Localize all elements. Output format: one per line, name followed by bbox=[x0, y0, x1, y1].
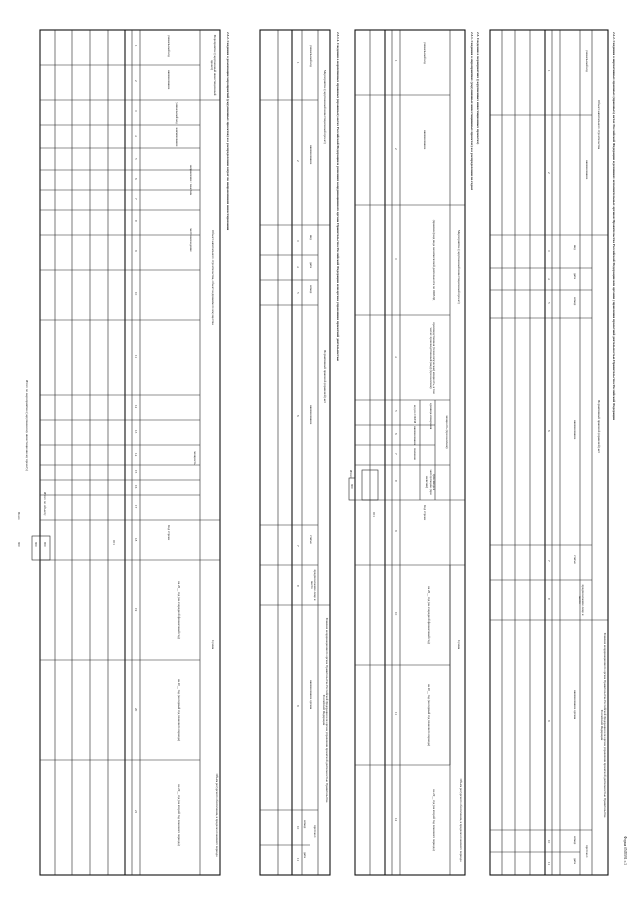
s1-col-dec-name: наименование органа bbox=[573, 690, 577, 720]
section-3-title: 2.3.1.1. Сведения о нормативных правовых (правовых) актах Российской Федерации и решениях координационного органа Правительства Российской Федерации или органа управления проектной деятельностью bbox=[336, 32, 340, 362]
section-2-1-title: 2.3.1. Сведения о мероприятиях (укрупненных инвестиционных проектах) и о распределении по годам bbox=[470, 32, 474, 190]
s4-num-3: 3 bbox=[134, 110, 138, 112]
s2-num-11: 11 bbox=[394, 712, 398, 716]
s4-num-1: 1 bbox=[134, 45, 138, 47]
s3-col-act: Нормативный правовой (правовой) акт bbox=[323, 350, 327, 403]
s4-col-y2: на 20__ год (на первый год планового периода) bbox=[177, 678, 181, 742]
s3-col-provision: предполагаемое лицо и место bbox=[309, 569, 317, 601]
s1-num-5: 5 bbox=[547, 302, 551, 304]
s2-num-8: 8 bbox=[394, 480, 398, 482]
s1-col-date: дата bbox=[573, 273, 577, 279]
s4-num-7: 7 bbox=[134, 198, 138, 200]
s4-col-object: Объект капитального строительства, объект недвижимого имущества bbox=[211, 230, 215, 325]
s1-col-name: наименование bbox=[585, 160, 589, 180]
s1-col-decision: Решение координационного органа Правительства Российской Федерации или органа управления проектной деятельностью Правительства Российской Федерации bbox=[599, 632, 607, 818]
s4-num-16: 16 bbox=[134, 485, 138, 489]
s4-num-20: 20 bbox=[134, 708, 138, 712]
s4-col-u2: уникальный код bbox=[175, 102, 179, 124]
s2-total-code: 900 bbox=[350, 484, 354, 489]
s4-col-y3: на 20__ год (на второй год планового периода) bbox=[177, 784, 181, 846]
s4-col-n2: наименование bbox=[175, 127, 179, 147]
s1-num-10: 10 bbox=[547, 840, 551, 844]
s1-num-11: 11 bbox=[547, 862, 551, 866]
s2-col-sums: Сумма bbox=[457, 640, 461, 650]
s2-total-label: Итого bbox=[349, 470, 353, 479]
s2-num-2: 2 bbox=[394, 148, 398, 150]
s3-col-num: номер bbox=[309, 285, 313, 294]
s1-num-8: 8 bbox=[547, 598, 551, 600]
s3-col-p-date: дата bbox=[303, 852, 307, 858]
s2-num-5: 5 bbox=[394, 410, 398, 412]
s2-col-uname: наименование bbox=[413, 426, 417, 446]
s4-col-name: наименование bbox=[167, 70, 171, 90]
s3-num-3: 3 bbox=[296, 240, 300, 242]
s1-col-unique: уникальный код bbox=[585, 50, 589, 72]
s3-num-7: 7 bbox=[296, 545, 300, 547]
s4-num-17: 17 bbox=[134, 505, 138, 509]
s2-num-10: 10 bbox=[394, 612, 398, 616]
s1-col-num: номер bbox=[573, 297, 577, 306]
s1-num-3: 3 bbox=[547, 250, 551, 252]
s2-col-power: мощность (при наличии) bbox=[445, 415, 449, 449]
s4-total-all: Всего bbox=[17, 512, 21, 520]
s2-num-9: 9 bbox=[394, 530, 398, 532]
section-2-title: 2.3. Сведения о мероприятиях (укрупненных инвестиционных проектах) bbox=[476, 32, 480, 145]
s2-num-1: 1 bbox=[394, 60, 398, 62]
s4-col-line: Код строки bbox=[167, 525, 171, 541]
s1-col-provision: предполагаемое лицо и место bbox=[577, 584, 585, 616]
s4-num-12: 12 bbox=[134, 405, 138, 409]
s3-col-date: дата bbox=[309, 262, 313, 268]
section-4-title: 2.3.2. Сведения о реализации мероприятий (укрупненных проектов) и о распределении затрат по направлениям инвестирования bbox=[226, 32, 230, 231]
s1-col-p-num: номер bbox=[573, 836, 577, 845]
s4-num-11: 11 bbox=[134, 355, 138, 359]
s2-col-y3: на 20__ год (на второй год планового периода) bbox=[432, 789, 436, 851]
s4-total-obj: Итого по объекту bbox=[43, 492, 47, 516]
s1-num-4: 4 bbox=[547, 278, 551, 280]
s2-num-3: 3 bbox=[394, 258, 398, 260]
s4-num-6: 6 bbox=[134, 178, 138, 180]
s4-total-code-1: 800 bbox=[43, 542, 47, 547]
s4-col-address: местонахождение bbox=[189, 228, 193, 252]
s3-col-p-num: номер bbox=[303, 820, 307, 829]
s4-total-code-2: 900 bbox=[34, 542, 38, 547]
s3-num-2: 2 bbox=[296, 160, 300, 162]
s2-num-7: 7 bbox=[394, 453, 398, 455]
s3-num-11: 11 bbox=[296, 858, 300, 862]
s1-num-6: 6 bbox=[547, 430, 551, 432]
s3-col-protocol: протокол bbox=[313, 825, 317, 838]
s2-col-unique: уникальный код bbox=[423, 42, 427, 64]
s1-col-act: Нормативный правовой (правовой) акт bbox=[597, 400, 601, 453]
s1-col-p-date: дата bbox=[573, 858, 577, 864]
s3-num-5: 5 bbox=[296, 292, 300, 294]
form-code: Форма 0505591 с.3 bbox=[623, 836, 627, 865]
s3-col-name: наименование bbox=[309, 145, 313, 165]
s3-col-article: статья bbox=[309, 535, 313, 544]
s4-col-sums: Сумма bbox=[211, 640, 215, 650]
s4-num-4: 4 bbox=[134, 135, 138, 137]
s2-col-capacity: производственная (технологическая) мощность, в том числе: производственный (вид) (при наличии) bbox=[428, 322, 436, 394]
s4-col-event: Мероприятие (укрупненный инвестиционный проект) bbox=[209, 34, 217, 96]
s3-num-1: 1 bbox=[296, 62, 300, 64]
s4-num-19: 19 bbox=[134, 608, 138, 612]
s2-col-code: код по ОКЕИ bbox=[413, 405, 417, 424]
s3-num-4: 4 bbox=[296, 266, 300, 268]
s3-col-dec-name: наименование органа bbox=[309, 680, 313, 710]
s2-col-okved: (правовое) вид вида экономической деятельности по ОКВЭД bbox=[432, 219, 436, 301]
s2-num-4: 4 bbox=[394, 356, 398, 358]
s2-col-term: срок ввода в эксплуатацию (при наличии) bbox=[425, 469, 436, 495]
s4-line-code: 001 bbox=[112, 540, 116, 545]
s2-line-code: 001 bbox=[372, 512, 376, 517]
s4-col-capacity2: мощность bbox=[193, 451, 197, 465]
s1-col-protocol: протокол bbox=[585, 845, 589, 858]
s3-col-decision: Решение координационного органа Правительства Российской Федерации или органа управления проектной деятельностью Правительства Российской Федерации bbox=[321, 617, 329, 803]
s4-col-total: Объем ресурсного обеспечения, в пределах планового периода bbox=[215, 773, 219, 857]
s2-col-y2: на 20__ год (на первый год планового периода) bbox=[427, 683, 431, 747]
s2-col-name: наименование bbox=[423, 130, 427, 150]
s1-col-object: Объект капитального строительства bbox=[597, 100, 601, 150]
s1-col-type: вид bbox=[573, 245, 577, 250]
s3-num-9: 9 bbox=[296, 705, 300, 707]
s3-num-8: 8 bbox=[296, 585, 300, 587]
s2-col-value: значение bbox=[413, 448, 417, 461]
s4-col-unique: уникальный код bbox=[167, 35, 171, 57]
s2-col-event: Мероприятие (укрупненный инвестиционный проект) bbox=[457, 230, 461, 304]
s4-num-5: 5 bbox=[134, 158, 138, 160]
s4-num-8: 8 bbox=[134, 220, 138, 222]
s4-num-10: 10 bbox=[134, 292, 138, 296]
s4-col-appoint: направление / заказчик bbox=[189, 164, 193, 196]
s4-col-y1: на 20__ год (на очередной финансовый год) bbox=[177, 581, 181, 639]
s1-col-act-name: наименование bbox=[573, 420, 577, 440]
s4-total-code-3: 900 bbox=[17, 542, 21, 547]
s3-col-type: вид bbox=[309, 235, 313, 240]
s1-col-article: статья bbox=[573, 555, 577, 564]
s4-num-2: 2 bbox=[134, 80, 138, 82]
s4-num-14: 14 bbox=[134, 453, 138, 457]
s3-col-unique: уникальный код bbox=[309, 45, 313, 67]
s4-num-15: 15 bbox=[134, 470, 138, 474]
s2-col-unit: единица измерения bbox=[429, 403, 433, 430]
s4-total-event: Итого по мероприятию (укрупненному инвестиционному проекту) bbox=[25, 380, 29, 471]
s2-num-6: 6 bbox=[394, 433, 398, 435]
s1-num-1: 1 bbox=[547, 70, 551, 72]
s2-num-12: 12 bbox=[394, 818, 398, 822]
section-1-title: 2.2.2. Сведения о нормативных правовых (правовых) актах Российской Федерации и решениях исполнительных органов Правительства Российской Федерации или органов управления проектной деятельностью Правительства Российской Федерации bbox=[612, 32, 616, 421]
s2-col-line: Код строки bbox=[423, 505, 427, 521]
s2-col-total: Объем ресурсного обеспечения, в пределах планового периода bbox=[459, 778, 463, 862]
s3-num-10: 10 bbox=[296, 826, 300, 830]
s4-num-18: 18 bbox=[134, 538, 138, 542]
s3-num-6: 6 bbox=[296, 415, 300, 417]
s1-num-9: 9 bbox=[547, 720, 551, 722]
s1-num-7: 7 bbox=[547, 560, 551, 562]
s2-col-y1: на 20__ год (на очередной финансовый год) bbox=[427, 586, 431, 644]
s4-num-9: 9 bbox=[134, 250, 138, 252]
s4-num-13: 13 bbox=[134, 430, 138, 434]
s3-col-act-name: наименование bbox=[309, 405, 313, 425]
s4-num-21: 21 bbox=[134, 810, 138, 814]
s1-num-2: 2 bbox=[547, 172, 551, 174]
s3-col-event: Мероприятие (укрупненный инвестиционный проект) bbox=[323, 70, 327, 144]
